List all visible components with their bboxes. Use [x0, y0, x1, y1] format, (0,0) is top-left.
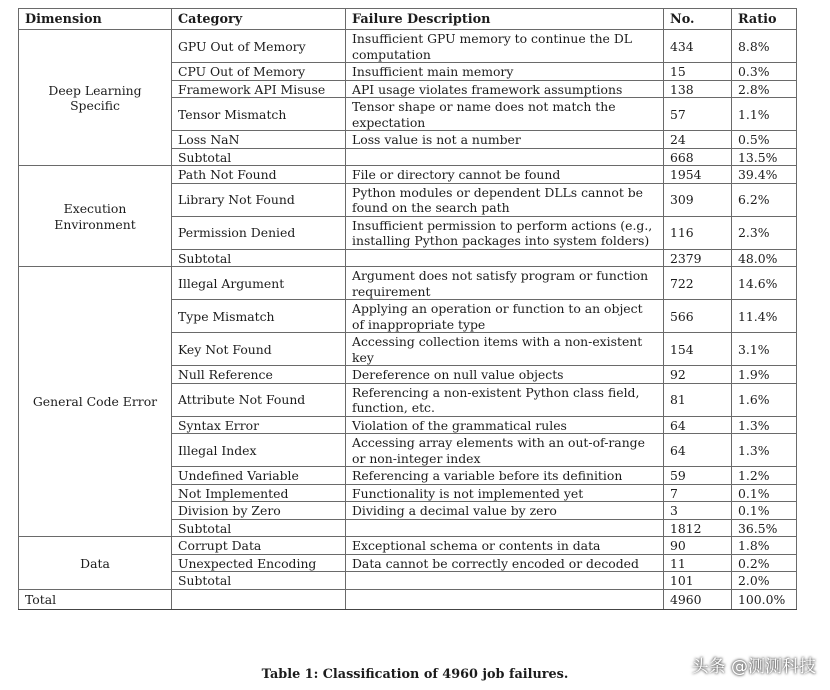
- description-cell: Applying an operation or function to an object of inappropriate type: [346, 300, 664, 333]
- description-cell: Violation of the grammatical rules: [346, 416, 664, 434]
- ratio-cell: 0.2%: [732, 554, 797, 572]
- table-container: [18, 8, 796, 610]
- ratio-cell: 11.4%: [732, 300, 797, 333]
- ratio-cell: 0.3%: [732, 63, 797, 81]
- count-cell: 566: [664, 300, 732, 333]
- description-cell: Accessing collection items with a non-existent key: [346, 333, 664, 366]
- subtotal-count: 668: [664, 148, 732, 166]
- category-cell: Undefined Variable: [172, 467, 346, 485]
- count-cell: 57: [664, 98, 732, 131]
- subtotal-empty: [346, 572, 664, 590]
- subtotal-empty: [346, 519, 664, 537]
- toutiao-logo-icon: [672, 657, 688, 673]
- category-cell: Type Mismatch: [172, 300, 346, 333]
- category-cell: Permission Denied: [172, 216, 346, 249]
- total-empty: [172, 589, 346, 609]
- table-row: [19, 537, 797, 555]
- category-cell: Framework API Misuse: [172, 80, 346, 98]
- ratio-cell: 1.3%: [732, 416, 797, 434]
- description-cell: Dividing a decimal value by zero: [346, 502, 664, 520]
- category-cell: Unexpected Encoding: [172, 554, 346, 572]
- description-cell: File or directory cannot be found: [346, 166, 664, 184]
- count-cell: 92: [664, 366, 732, 384]
- count-cell: 116: [664, 216, 732, 249]
- total-ratio: 100.0%: [732, 589, 797, 609]
- description-cell: Referencing a non-existent Python class field, function, etc.: [346, 383, 664, 416]
- count-cell: 1954: [664, 166, 732, 184]
- ratio-cell: 1.9%: [732, 366, 797, 384]
- count-cell: 64: [664, 416, 732, 434]
- subtotal-empty: [346, 148, 664, 166]
- category-cell: Path Not Found: [172, 166, 346, 184]
- category-cell: Not Implemented: [172, 484, 346, 502]
- count-cell: 434: [664, 30, 732, 63]
- table-row: [19, 267, 797, 300]
- total-row: [19, 589, 797, 609]
- subtotal-count: 101: [664, 572, 732, 590]
- ratio-cell: 39.4%: [732, 166, 797, 184]
- dimension-cell: Deep Learning Specific: [19, 30, 172, 166]
- ratio-cell: 2.3%: [732, 216, 797, 249]
- subtotal-ratio: 13.5%: [732, 148, 797, 166]
- subtotal-ratio: 2.0%: [732, 572, 797, 590]
- count-cell: 90: [664, 537, 732, 555]
- ratio-cell: 8.8%: [732, 30, 797, 63]
- header-no: No.: [664, 9, 732, 30]
- description-cell: Python modules or dependent DLLs cannot be found on the search path: [346, 183, 664, 216]
- count-cell: 309: [664, 183, 732, 216]
- table-row: [19, 166, 797, 184]
- count-cell: 81: [664, 383, 732, 416]
- subtotal-label: Subtotal: [172, 519, 346, 537]
- subtotal-count: 1812: [664, 519, 732, 537]
- count-cell: 138: [664, 80, 732, 98]
- category-cell: Syntax Error: [172, 416, 346, 434]
- ratio-cell: 1.1%: [732, 98, 797, 131]
- ratio-cell: 14.6%: [732, 267, 797, 300]
- subtotal-empty: [346, 249, 664, 267]
- count-cell: 154: [664, 333, 732, 366]
- ratio-cell: 2.8%: [732, 80, 797, 98]
- count-cell: 64: [664, 434, 732, 467]
- description-cell: Insufficient GPU memory to continue the DL computation: [346, 30, 664, 63]
- description-cell: Accessing array elements with an out-of-range or non-integer index: [346, 434, 664, 467]
- ratio-cell: 1.2%: [732, 467, 797, 485]
- category-cell: Illegal Index: [172, 434, 346, 467]
- table-caption: Table 1: Classification of 4960 job failures.: [261, 667, 569, 682]
- ratio-cell: 3.1%: [732, 333, 797, 366]
- dimension-cell: General Code Error: [19, 267, 172, 537]
- subtotal-ratio: 48.0%: [732, 249, 797, 267]
- ratio-cell: 1.6%: [732, 383, 797, 416]
- table-row: [19, 30, 797, 63]
- count-cell: 59: [664, 467, 732, 485]
- subtotal-label: Subtotal: [172, 249, 346, 267]
- subtotal-label: Subtotal: [172, 148, 346, 166]
- watermark-text: 头条 @测测科技: [691, 657, 816, 677]
- table-header-row: [19, 9, 797, 30]
- header-ratio: Ratio: [732, 9, 797, 30]
- ratio-cell: 0.1%: [732, 484, 797, 502]
- header-category: Category: [172, 9, 346, 30]
- total-label: Total: [19, 589, 172, 609]
- category-cell: CPU Out of Memory: [172, 63, 346, 81]
- category-cell: Corrupt Data: [172, 537, 346, 555]
- count-cell: 11: [664, 554, 732, 572]
- header-description: Failure Description: [346, 9, 664, 30]
- category-cell: Key Not Found: [172, 333, 346, 366]
- category-cell: GPU Out of Memory: [172, 30, 346, 63]
- header-dimension: Dimension: [19, 9, 172, 30]
- subtotal-count: 2379: [664, 249, 732, 267]
- description-cell: Insufficient main memory: [346, 63, 664, 81]
- category-cell: Division by Zero: [172, 502, 346, 520]
- category-cell: Loss NaN: [172, 131, 346, 149]
- subtotal-ratio: 36.5%: [732, 519, 797, 537]
- count-cell: 722: [664, 267, 732, 300]
- description-cell: Loss value is not a number: [346, 131, 664, 149]
- description-cell: Insufficient permission to perform actions (e.g., installing Python packages into system folders): [346, 216, 664, 249]
- description-cell: Data cannot be correctly encoded or decoded: [346, 554, 664, 572]
- ratio-cell: 0.5%: [732, 131, 797, 149]
- dimension-cell: Data: [19, 537, 172, 590]
- ratio-cell: 1.3%: [732, 434, 797, 467]
- ratio-cell: 1.8%: [732, 537, 797, 555]
- category-cell: Illegal Argument: [172, 267, 346, 300]
- description-cell: Tensor shape or name does not match the expectation: [346, 98, 664, 131]
- description-cell: API usage violates framework assumptions: [346, 80, 664, 98]
- category-cell: Tensor Mismatch: [172, 98, 346, 131]
- dimension-cell: Execution Environment: [19, 166, 172, 267]
- table-body: [19, 30, 797, 610]
- count-cell: 3: [664, 502, 732, 520]
- description-cell: Exceptional schema or contents in data: [346, 537, 664, 555]
- count-cell: 24: [664, 131, 732, 149]
- total-empty: [346, 589, 664, 609]
- description-cell: Functionality is not implemented yet: [346, 484, 664, 502]
- count-cell: 15: [664, 63, 732, 81]
- category-cell: Attribute Not Found: [172, 383, 346, 416]
- watermark: [672, 652, 816, 677]
- count-cell: 7: [664, 484, 732, 502]
- description-cell: Dereference on null value objects: [346, 366, 664, 384]
- description-cell: Referencing a variable before its definition: [346, 467, 664, 485]
- category-cell: Null Reference: [172, 366, 346, 384]
- subtotal-label: Subtotal: [172, 572, 346, 590]
- total-count: 4960: [664, 589, 732, 609]
- description-cell: Argument does not satisfy program or function requirement: [346, 267, 664, 300]
- ratio-cell: 6.2%: [732, 183, 797, 216]
- ratio-cell: 0.1%: [732, 502, 797, 520]
- category-cell: Library Not Found: [172, 183, 346, 216]
- failure-classification-table: [18, 8, 797, 610]
